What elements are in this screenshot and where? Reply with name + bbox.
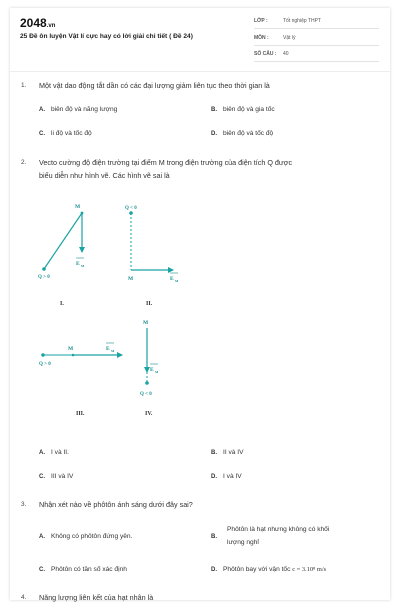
option-text: I và II.	[51, 449, 69, 456]
option-letter: B.	[211, 450, 217, 456]
option-text-line1: Phôtôn là hạt nhưng không có khối	[227, 526, 330, 533]
option-letter: D.	[211, 474, 217, 480]
option-text: III và IV	[51, 473, 74, 480]
charge-point	[41, 353, 45, 357]
option-text: Không có phôtôn đứng yên.	[51, 533, 133, 540]
meta-divider	[254, 61, 379, 62]
point-m-label: M	[128, 276, 134, 282]
option-text: II và IV	[223, 449, 244, 456]
answer-option[interactable]	[211, 564, 386, 576]
option-letter: A.	[39, 534, 45, 540]
option-letter: B.	[211, 534, 217, 540]
option-letter: B.	[211, 107, 217, 113]
answer-option[interactable]	[39, 531, 189, 543]
answer-option[interactable]	[39, 104, 189, 116]
option-text: biên độ và năng lượng	[51, 106, 118, 113]
charge-point	[145, 381, 149, 385]
option-text: I và IV	[223, 473, 242, 480]
meta-divider	[254, 28, 379, 29]
figure-label: IV.	[145, 411, 153, 417]
charge-label: Q < 0	[125, 206, 137, 211]
option-letter: C.	[39, 474, 45, 480]
meta-subject-key: MÔN :	[254, 35, 269, 41]
charge-label: Q > 0	[39, 362, 51, 367]
option-letter: D.	[211, 567, 217, 573]
option-letter: A.	[39, 450, 45, 456]
exam-page	[10, 8, 390, 600]
charge-point	[129, 211, 133, 215]
charge-point	[42, 267, 46, 271]
figure-iv	[140, 320, 159, 417]
field-label: E	[106, 346, 110, 352]
charge-label: Q > 0	[38, 275, 50, 280]
figure-ii	[125, 206, 179, 307]
answer-option[interactable]	[211, 104, 361, 116]
question-text: Nhận xét nào về phôtôn ánh sáng dưới đây sai?	[39, 500, 193, 509]
charge-label: Q < 0	[140, 392, 152, 397]
option-text-line2: lượng nghỉ	[227, 539, 259, 546]
point-m-label: M	[143, 320, 149, 326]
answer-option[interactable]	[39, 471, 189, 483]
field-label-sub: M	[81, 264, 85, 268]
field-label: E	[76, 261, 80, 267]
point-m	[81, 212, 84, 215]
figure-label: III.	[76, 411, 85, 417]
option-text: Phôtôn có tần số xác định	[51, 566, 127, 573]
option-text: biên độ và tốc độ	[223, 130, 274, 137]
meta-divider	[254, 45, 379, 46]
question-text-line1: Vecto cường độ điện trường tại điểm M trong điện trường của điện tích Q được	[39, 158, 293, 167]
question-number: 4.	[21, 594, 27, 601]
option-text: biên độ và gia tốc	[223, 106, 275, 113]
figure-label: I.	[60, 301, 64, 307]
meta-subject-value: Vật lý	[283, 35, 296, 41]
point-m-label: M	[75, 204, 81, 210]
figure-label: II.	[146, 301, 153, 307]
question-text: Một vật dao động tắt dần có các đại lượng giảm liên tục theo thời gian là	[39, 81, 270, 90]
figure-iii	[39, 343, 122, 417]
option-letter: C.	[39, 567, 45, 573]
site-logo[interactable]	[20, 16, 55, 30]
field-label: E	[170, 276, 174, 282]
question-number: 1.	[21, 82, 27, 89]
answer-option[interactable]	[39, 128, 189, 140]
logo-main: 2048	[20, 16, 47, 30]
option-letter: C.	[39, 131, 45, 137]
header-divider	[10, 71, 390, 72]
answer-option[interactable]	[211, 128, 361, 140]
meta-count-value: 40	[283, 51, 289, 57]
meta-class-key: LỚP :	[254, 18, 268, 24]
meta-count-key: SỐ CÂU :	[254, 51, 277, 57]
answer-option[interactable]	[211, 531, 223, 543]
point-m	[72, 354, 75, 357]
question-number: 2.	[21, 159, 27, 166]
speed-formula: c = 3.10⁸ m/s	[292, 566, 327, 573]
point-m-label: M	[68, 346, 74, 352]
field-label: E	[150, 367, 154, 373]
answer-option[interactable]	[39, 564, 189, 576]
answer-option[interactable]	[211, 471, 361, 483]
option-text: Phôtôn bay với vận tốc	[223, 566, 291, 573]
field-label-sub: M	[175, 279, 179, 283]
exam-title: 25 Đề ôn luyện Vật lí cực hay có lời giải chi tiết ( Đề 24)	[20, 33, 193, 40]
option-text: li độ và tốc độ	[51, 130, 92, 137]
field-label-sub: M	[155, 370, 159, 374]
meta-class-value: Tốt nghiệp THPT	[283, 18, 321, 24]
question-number: 3.	[21, 501, 27, 508]
question-text-line2: biểu diễn như hình vẽ. Các hình vẽ sai là	[39, 171, 170, 180]
logo-sub: .vn	[46, 23, 56, 29]
answer-option[interactable]	[39, 447, 189, 459]
field-label-sub: M	[111, 349, 115, 353]
question-text: Năng lượng liên kết của hạt nhân là	[39, 593, 154, 602]
electric-field-figures	[10, 188, 390, 428]
answer-option[interactable]	[211, 447, 361, 459]
option-letter: D.	[211, 131, 217, 137]
option-letter: A.	[39, 107, 45, 113]
figure-i	[38, 204, 85, 307]
